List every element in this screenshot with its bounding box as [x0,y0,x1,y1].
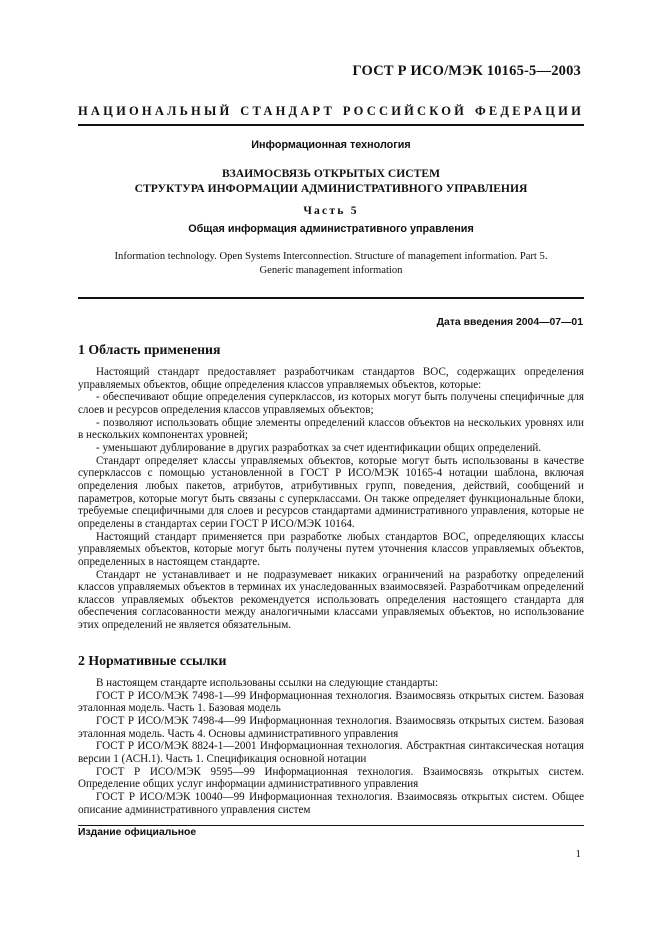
reference-item: ГОСТ Р ИСО/МЭК 10040—99 Информационная технология. Взаимосвязь открытых систем. Общее описание административного управления систем [78,790,584,816]
introduction-date: Дата введения 2004—07—01 [436,317,583,328]
reference-item: ГОСТ Р ИСО/МЭК 8824-1—2001 Информационная технология. Абстрактная синтаксическая нотация версии 1 (АСН.1). Часть 1. Спецификация основной нотации [78,740,584,765]
part-label: Часть 5 [303,204,359,217]
official-edition-label: Издание официальное [78,827,197,838]
reference-item: ГОСТ Р ИСО/МЭК 7498-4—99 Информационная технология. Взаимосвязь открытых систем. Базовая эталонная модель. Часть 4. Основы административного управления [78,714,584,740]
paragraph: - уменьшают дублирование в других разработках за счет идентификации общих определений. [96,441,542,454]
document-id: ГОСТ Р ИСО/МЭК 10165-5—2003 [352,63,581,79]
title-divider [78,297,584,299]
page-number: 1 [575,848,581,860]
paragraph: - позволяют использовать общие элементы определений классов объектов на нескольких уровнях или в нескольких компонентах уровней; [78,416,584,442]
field-title: Информационная технология [251,139,411,151]
reference-item: ГОСТ Р ИСО/МЭК 7498-1—99 Информационная технология. Взаимосвязь открытых систем. Базовая эталонная модель. Часть 1. Базовая модель [78,689,584,715]
main-title [78,166,584,196]
section-2-heading: 2 Нормативные ссылки [78,653,227,668]
paragraph: Настоящий стандарт применяется при разработке любых стандартов ВОС, определяющих классы управляемых объектов, которые могут быть получены путем уточнения классов управляемых объектов, определенных в настоящем стандарте. [78,530,584,568]
paragraph: Стандарт не устанавливает и не подразумевает никаких ограничений на разработку определений классов управляемых объектов в терминах их унаследованных взаимосвязей. Разработчикам определений классов управляемых объектов рекомендуется использовать определения настоящего стандарта для обеспечения согласованности между аналогичными классами управляемых объектов, но использование этих определений не является обязательным. [78,568,584,632]
english-title-line-1: Information technology. Open Systems Interconnection. Structure of management information. Part 5. [114,251,548,262]
section-1-heading: 1 Область применения [78,342,221,357]
paragraph: - обеспечивают общие определения суперклассов, из которых могут быть получены специфичные для слоев и ресурсов определения классов управляемых объектов; [78,391,584,416]
english-title-line-2: Generic management information [259,265,403,276]
part-title: Общая информация административного управления [188,223,474,235]
national-standard-banner: НАЦИОНАЛЬНЫЙ СТАНДАРТ РОССИЙСКОЙ ФЕДЕРАЦИИ [78,104,584,118]
footer-divider [78,825,584,826]
header-divider [78,124,584,126]
section-1-body [78,366,584,632]
paragraph: В настоящем стандарте использованы ссылки на следующие стандарты: [96,677,439,689]
reference-item: ГОСТ Р ИСО/МЭК 9595—99 Информационная технология. Взаимосвязь открытых систем. Определение общих услуг информации административного управления [78,765,584,791]
paragraph: Настоящий стандарт предоставляет разработчикам стандартов ВОС, содержащих определения управляемых объектов, общие определения классов управляемых объектов, которые: [78,366,584,391]
main-title-line-1: ВЗАИМОСВЯЗЬ ОТКРЫТЫХ СИСТЕМ [221,167,441,180]
main-title-line-2: СТРУКТУРА ИНФОРМАЦИИ АДМИНИСТРАТИВНОГО УПРАВЛЕНИЯ [134,182,528,195]
section-2-body [78,677,584,816]
paragraph: Стандарт определяет классы управляемых объектов, которые могут быть использованы в качестве суперклассов с помощью установленной в ГОСТ Р ИСО/МЭК 10165-4 нотации шаблона, включая определения любых пакетов, атрибутов, атрибутивных групп, поведения, действий, сообщений и параметров, которые могут быть связаны с суперклассами. Он также определяет функциональные блоки, требуемые специфичными для слоев и ресурсов стандартами административного управления, которые не определены в стандартах серии ГОСТ Р ИСО/МЭК 10164. [78,454,584,530]
english-title [90,250,572,278]
